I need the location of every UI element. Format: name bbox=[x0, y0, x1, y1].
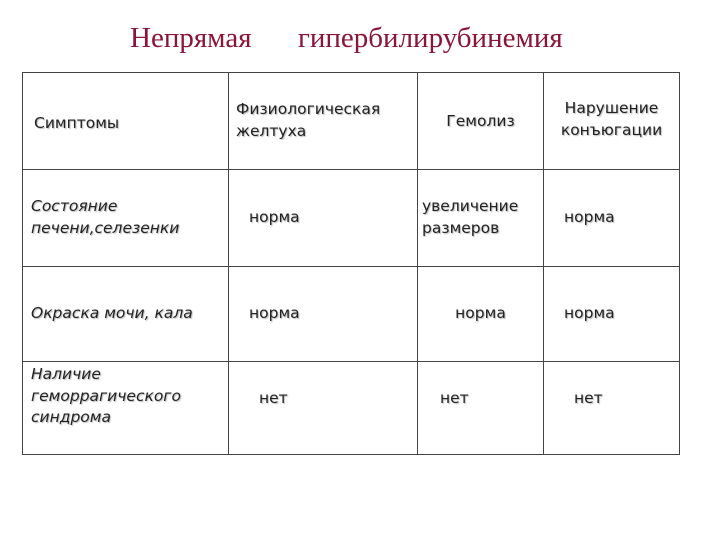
cell-value: нет bbox=[418, 362, 544, 455]
row-label-urine-stool: Окраска мочи, кала bbox=[23, 267, 229, 362]
cell-value: норма bbox=[229, 170, 418, 267]
cell-value: увеличение размеров bbox=[418, 170, 544, 267]
slide-title bbox=[0, 22, 720, 62]
cell-value: норма bbox=[229, 267, 418, 362]
header-physiological-jaundice: Физиологическая желтуха bbox=[229, 73, 418, 170]
table-row bbox=[23, 362, 680, 455]
table-row bbox=[23, 267, 680, 362]
table-row bbox=[23, 170, 680, 267]
title-word-2: гипербилирубинемия bbox=[298, 22, 563, 54]
header-conjugation-disorder: Нарушение конъюгации bbox=[544, 73, 680, 170]
row-label-hemorrhagic-syndrome: Наличие геморрагического синдрома bbox=[23, 362, 229, 455]
header-symptoms: Симптомы bbox=[23, 73, 229, 170]
cell-value: норма bbox=[544, 267, 680, 362]
header-hemolysis: Гемолиз bbox=[418, 73, 544, 170]
cell-value: норма bbox=[544, 170, 680, 267]
cell-value: нет bbox=[229, 362, 418, 455]
cell-value: нет bbox=[544, 362, 680, 455]
comparison-table bbox=[22, 72, 680, 455]
row-label-liver-spleen: Состояние печени,селезенки bbox=[23, 170, 229, 267]
table-header-row bbox=[23, 73, 680, 170]
cell-value: норма bbox=[418, 267, 544, 362]
title-word-1: Непрямая bbox=[130, 22, 252, 54]
